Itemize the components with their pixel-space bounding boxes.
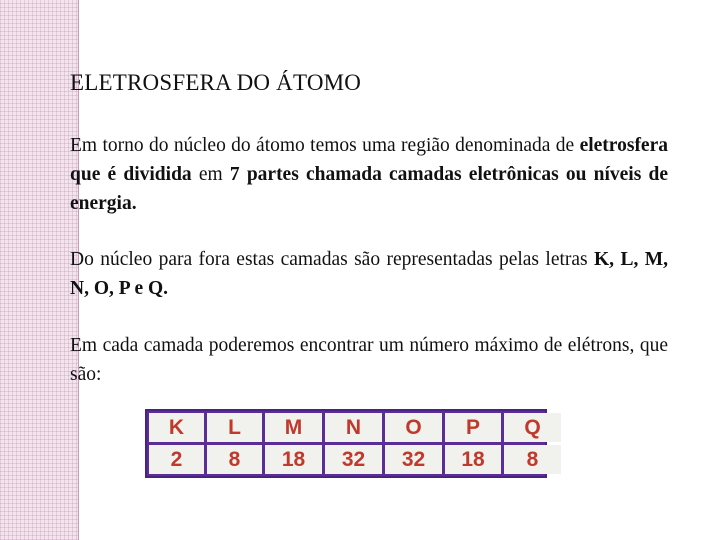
paragraph-eletrosfera [70, 131, 668, 218]
paragraph-camadas-letters: K, L, M, N, O, P e Q. [70, 249, 668, 299]
max-electrons-cell: 8 [504, 445, 561, 474]
max-electrons-cell: 2 [149, 445, 204, 474]
shell-letter-cell: Q [504, 413, 561, 442]
paragraph-eletrosfera-bold-2: 7 partes chamada camadas eletrônicas ou níveis de energia. [70, 164, 668, 214]
paragraph-camadas [70, 245, 668, 303]
paragraph-eletrosfera-text-2: em [191, 164, 230, 185]
paragraph-eletrosfera-bold-1: eletrosfera que é dividida [70, 135, 668, 185]
decorative-side-strip [0, 0, 79, 540]
max-electrons-cell: 32 [325, 445, 382, 474]
shells-table [145, 409, 547, 478]
shell-letter-cell: M [265, 413, 322, 442]
shell-letter-cell: K [149, 413, 204, 442]
slide-title: ELETROSFERA DO ÁTOMO [70, 70, 362, 95]
paragraph-eletrosfera-text-1: Em torno do núcleo do átomo temos uma região denominada de [70, 135, 580, 156]
max-electrons-cell: 18 [265, 445, 322, 474]
shell-letter-cell: P [445, 413, 501, 442]
max-electrons-cell: 32 [385, 445, 442, 474]
max-electrons-cell: 8 [207, 445, 262, 474]
max-electrons-cell: 18 [445, 445, 501, 474]
paragraph-eletrons: Em cada camada poderemos encontrar um número máximo de elétrons, que são: [70, 335, 668, 385]
shell-letter-cell: O [385, 413, 442, 442]
shell-letter-cell: L [207, 413, 262, 442]
shell-letter-cell: N [325, 413, 382, 442]
paragraph-camadas-text: Do núcleo para fora estas camadas são representadas pelas letras [70, 249, 595, 270]
